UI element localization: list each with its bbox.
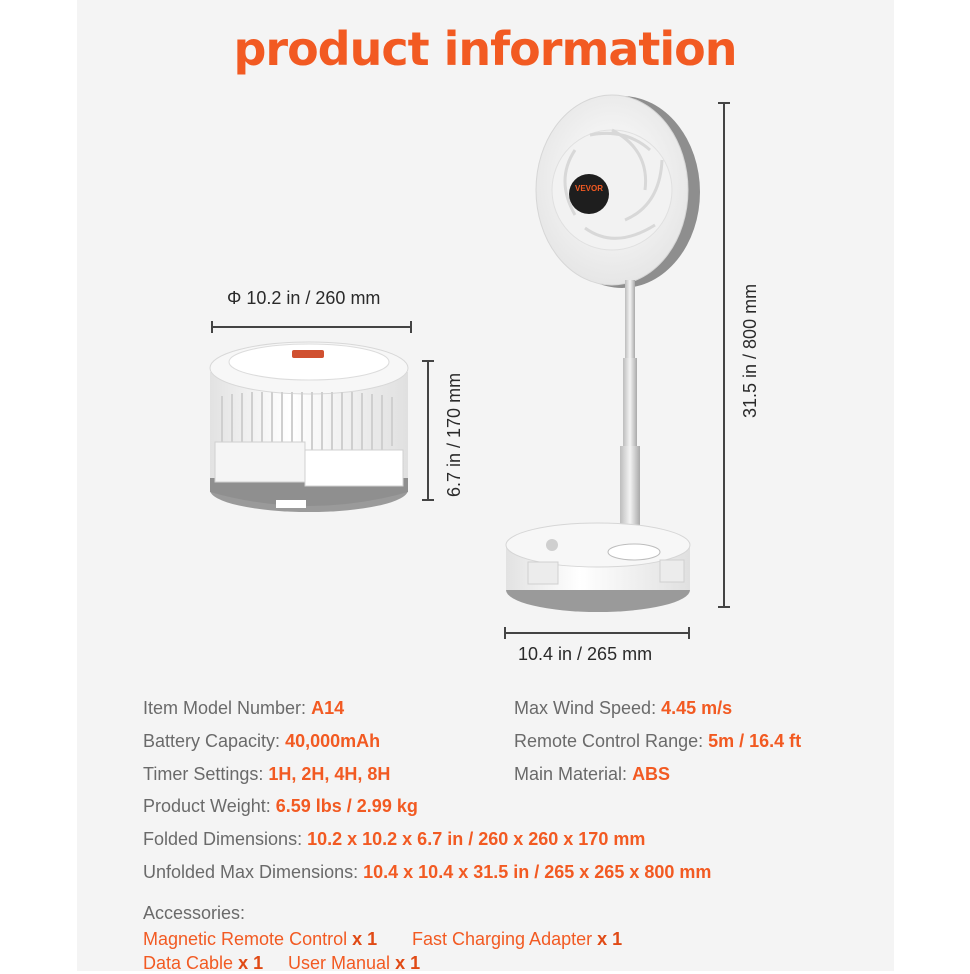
spec-battery: Battery Capacity: 40,000mAh	[143, 731, 381, 751]
folded-diameter-label: Φ 10.2 in / 260 mm	[227, 288, 381, 308]
accessory-item: Data Cable x 1	[143, 953, 264, 973]
unfolded-base-label: 10.4 in / 265 mm	[518, 644, 653, 664]
folded-height-label: 6.7 in / 170 mm	[444, 372, 464, 497]
accessories-label: Accessories:	[143, 903, 246, 923]
accessory-item: User Manual x 1	[288, 953, 421, 973]
accessory-item: Magnetic Remote Control x 1	[143, 929, 378, 949]
spec-timer: Timer Settings: 1H, 2H, 4H, 8H	[143, 764, 391, 784]
unfolded-height-label: 31.5 in / 800 mm	[740, 283, 760, 418]
spec-weight: Product Weight: 6.59 lbs / 2.99 kg	[143, 796, 418, 816]
page-title: product information	[233, 22, 737, 76]
spec-model: Item Model Number: A14	[143, 698, 345, 718]
spec-material: Main Material: ABS	[514, 764, 671, 784]
spec-wind-speed: Max Wind Speed: 4.45 m/s	[514, 698, 733, 718]
spec-folded-dimensions: Folded Dimensions: 10.2 x 10.2 x 6.7 in / 260 x 260 x 170 mm	[143, 829, 646, 849]
unfolded-fan-image	[506, 95, 700, 612]
spec-remote-range: Remote Control Range: 5m / 16.4 ft	[514, 731, 802, 751]
accessory-item: Fast Charging Adapter x 1	[412, 929, 623, 949]
brand-logo: VEVOR	[574, 184, 604, 193]
spec-unfolded-dimensions: Unfolded Max Dimensions: 10.4 x 10.4 x 31.5 in / 265 x 265 x 800 mm	[143, 862, 712, 882]
folded-fan-image	[210, 342, 408, 512]
